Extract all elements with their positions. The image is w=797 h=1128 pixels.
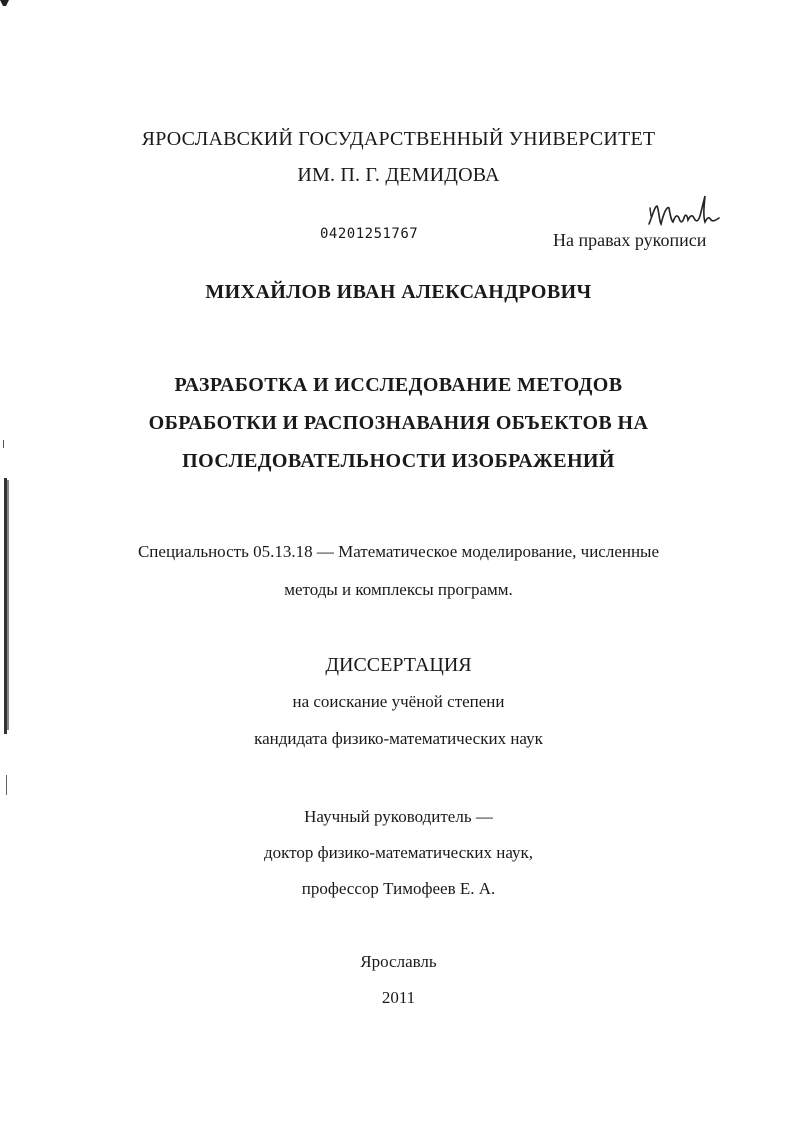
degree-line: кандидата физико-математических наук (254, 729, 543, 748)
advisor-line: доктор физико-математических наук, (263, 843, 534, 862)
manuscript-rights-note: На правах рукописи (553, 230, 707, 250)
thesis-title-line: РАЗРАБОТКА И ИССЛЕДОВАНИЕ МЕТОДОВ (174, 374, 623, 396)
university-named-after: ИМ. П. Г. ДЕМИДОВА (297, 164, 500, 186)
specialty-line: Специальность 05.13.18 — Математическое моделирование, численные (137, 542, 660, 561)
handwritten-signature (647, 194, 727, 234)
thesis-title-line: ПОСЛЕДОВАТЕЛЬНОСТИ ИЗОБРАЖЕНИЙ (182, 450, 615, 472)
year: 2011 (381, 988, 416, 1007)
city: Ярославль (360, 952, 437, 971)
catalog-code: 04201251767 (320, 226, 419, 242)
degree-label: ДИССЕРТАЦИЯ (325, 654, 472, 676)
advisor-line: Научный руководитель — (304, 807, 493, 826)
advisor-line: профессор Тимофеев Е. А. (301, 879, 496, 898)
degree-line: на соискание учёной степени (292, 692, 505, 711)
university-name: ЯРОСЛАВСКИЙ ГОСУДАРСТВЕННЫЙ УНИВЕРСИТЕТ (141, 128, 656, 150)
specialty-line: методы и комплексы программ. (284, 580, 513, 599)
thesis-title-line: ОБРАБОТКИ И РАСПОЗНАВАНИЯ ОБЪЕКТОВ НА (148, 412, 649, 434)
author-name: МИХАЙЛОВ ИВАН АЛЕКСАНДРОВИЧ (205, 281, 592, 303)
